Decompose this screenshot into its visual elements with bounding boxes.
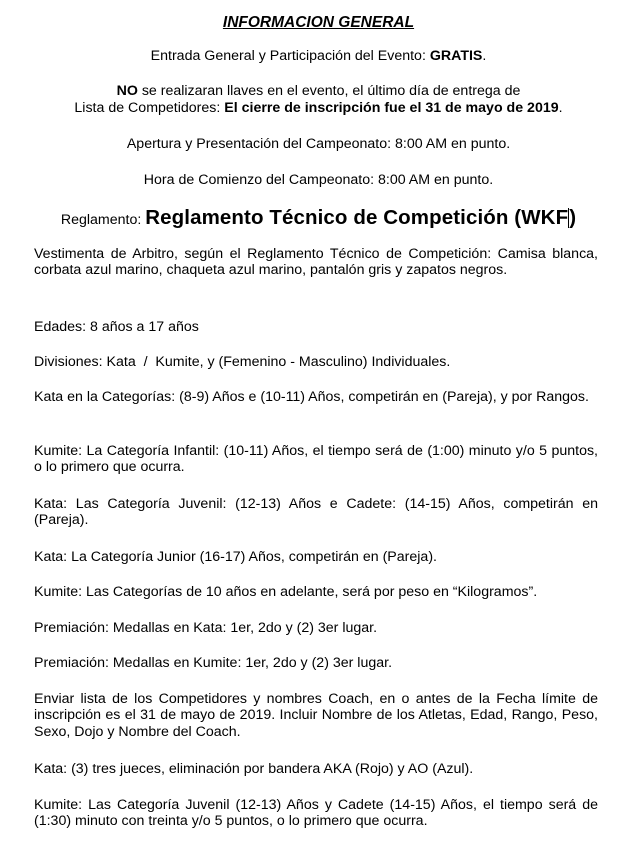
apertura-line: Apertura y Presentación del Campeonato: 8:00 AM en punto. (126, 136, 511, 152)
reglamento-line (0, 206, 637, 232)
llaves-line-1 (0, 83, 637, 99)
llaves-line1-text: se realizaran llaves en el evento, el último día de entrega de (137, 83, 521, 99)
paragraph-premiacion-kumite: Premiación: Medallas en Kumite: 1er, 2do y (2) 3er lugar. (34, 655, 393, 671)
paragraph-kata-junior: Kata: La Categoría Junior (16-17) Años, competirán en (Pareja). (34, 549, 437, 565)
paragraph-kumite-juvenil-cadete: Kumite: Las Categoría Juvenil (12-13) Años y Cadete (14-15) Años, el tiempo será de (1:30) minuto con treinta y/o 5 puntos, o lo primero que ocurra. (34, 797, 598, 830)
paragraph-kumite-peso: Kumite: Las Categorías de 10 años en adelante, será por peso en “Kilogramos”. (34, 584, 538, 600)
entrada-end: . (482, 48, 487, 64)
paragraph-premiacion-kata: Premiación: Medallas en Kata: 1er, 2do y (2) 3er lugar. (34, 620, 378, 636)
paragraph-kata-juvenil: Kata: Las Categoría Juvenil: (12-13) Años e Cadete: (14-15) Años, competirán en (Pareja). (34, 496, 598, 529)
paragraph-kata-jueces: Kata: (3) tres jueces, eliminación por bandera AKA (Rojo) y AO (Azul). (34, 761, 474, 777)
entrada-line (0, 48, 637, 64)
entrada-text: Entrada General y Participación del Evento: (150, 48, 430, 64)
document-title: INFORMACION GENERAL (222, 14, 415, 31)
reglamento-title: Reglamento Técnico de Competición (WKF (145, 206, 569, 229)
reglamento-label: Reglamento: (60, 212, 146, 228)
reglamento-close-paren: ) (569, 206, 577, 229)
paragraph-divisiones: Divisiones: Kata / Kumite, y (Femenino - Masculino) Individuales. (34, 354, 451, 370)
llaves-line2-text: Lista de Competidores: (74, 100, 225, 116)
llaves-line2-end: . (558, 100, 563, 116)
llaves-no: NO (116, 83, 138, 99)
cierre-inscripcion: El cierre de inscripción fue el 31 de mayo de 2019 (224, 100, 559, 116)
hora-comienzo-line: Hora de Comienzo del Campeonato: 8:00 AM en punto. (143, 172, 494, 188)
paragraph-kata-categorias: Kata en la Categorías: (8-9) Años e (10-11) Años, competirán en (Pareja), y por Rangos. (34, 389, 589, 405)
entrada-gratis: GRATIS (429, 48, 483, 64)
llaves-line-2 (0, 100, 637, 116)
paragraph-vestimenta: Vestimenta de Arbitro, según el Reglamento Técnico de Competición: Camisa blanca, corbata azul marino, chaqueta azul marino, pantalón gris y zapatos negros. (34, 246, 598, 279)
paragraph-enviar-lista: Enviar lista de los Competidores y nombres Coach, en o antes de la Fecha límite de inscripción es el 31 de mayo de 2019. Incluir Nombre de los Atletas, Edad, Rango, Peso, Sexo, Dojo y Nombre del Coach. (34, 691, 598, 740)
paragraph-edades: Edades: 8 años a 17 años (34, 319, 199, 335)
paragraph-kumite-infantil: Kumite: La Categoría Infantil: (10-11) Años, el tiempo será de (1:00) minuto y/o 5 puntos, o lo primero que ocurra. (34, 443, 598, 476)
